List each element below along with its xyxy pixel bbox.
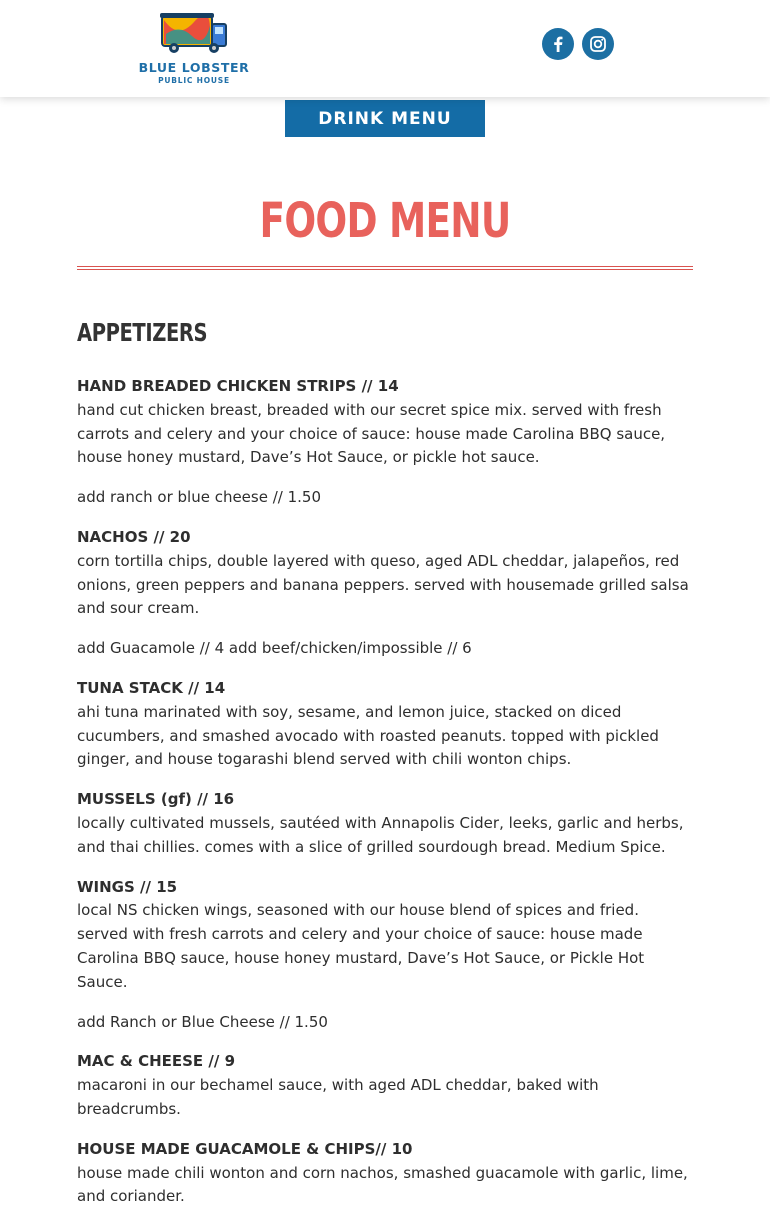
menu-item-desc: local NS chicken wings, seasoned with our house blend of spices and fried. bbox=[77, 901, 639, 920]
menu-item-desc: locally cultivated mussels, sautéed with Annapolis Cider, leeks, garlic and herbs, bbox=[77, 813, 684, 832]
food-menu-title: FOOD MENU bbox=[259, 193, 511, 249]
menu-item-desc: Sauce. bbox=[77, 972, 128, 991]
menu-item-title: NACHOS // 20 bbox=[77, 527, 191, 546]
menu-item-addon: add Guacamole // 4 add beef/chicken/impossible // 6 bbox=[77, 639, 472, 658]
menu-item-addon: add Ranch or Blue Cheese // 1.50 bbox=[77, 1012, 328, 1031]
title-divider-top bbox=[77, 266, 693, 267]
brand-logo[interactable] bbox=[128, 10, 260, 88]
instagram-link[interactable] bbox=[582, 28, 614, 60]
menu-item-desc: corn tortilla chips, double layered with queso, aged ADL cheddar, jalapeños, red bbox=[77, 551, 680, 570]
brand-subtitle: PUBLIC HOUSE bbox=[158, 76, 230, 85]
food-truck-icon bbox=[158, 10, 230, 56]
menu-item-title: HAND BREADED CHICKEN STRIPS // 14 bbox=[77, 377, 399, 395]
site-header bbox=[0, 0, 770, 97]
menu-item bbox=[77, 375, 695, 470]
menu-item-desc: served with fresh carrots and celery and your choice of sauce: house made bbox=[77, 925, 643, 944]
menu-item bbox=[77, 788, 695, 859]
menu-item-addon: add ranch or blue cheese // 1.50 bbox=[77, 488, 321, 507]
menu-item-desc: house honey mustard, Dave’s Hot Sauce, or pickle hot sauce. bbox=[77, 448, 540, 467]
menu-item bbox=[77, 1138, 695, 1209]
menu-item-title: TUNA STACK // 14 bbox=[77, 678, 226, 697]
brand-name: BLUE LOBSTER bbox=[138, 60, 250, 75]
drink-menu-button[interactable]: DRINK MENU bbox=[285, 100, 485, 137]
menu-item-desc: and coriander. bbox=[77, 1187, 185, 1206]
menu-item-desc: Carolina BBQ sauce, house honey mustard, Dave’s Hot Sauce, or Pickle Hot bbox=[77, 948, 645, 967]
instagram-icon bbox=[590, 36, 606, 52]
title-divider-bottom bbox=[77, 269, 693, 270]
menu-item-desc: ginger, and house togarashi blend served with chili wonton chips. bbox=[77, 750, 572, 769]
facebook-link[interactable] bbox=[542, 28, 574, 60]
menu-item-title: HOUSE MADE GUACAMOLE & CHIPS// 10 bbox=[77, 1139, 413, 1158]
facebook-icon bbox=[551, 36, 565, 52]
menu-item-title: MAC & CHEESE // 9 bbox=[77, 1052, 236, 1071]
menu-item-title: WINGS // 15 bbox=[77, 877, 178, 896]
menu-item-desc: ahi tuna marinated with soy, sesame, and lemon juice, stacked on diced bbox=[77, 702, 622, 721]
menu-item bbox=[77, 876, 695, 995]
menu-item-desc: cucumbers, and smashed avocado with roasted peanuts. topped with pickled bbox=[77, 726, 659, 745]
menu-item-desc: breadcrumbs. bbox=[77, 1099, 181, 1118]
menu-item bbox=[77, 1050, 695, 1121]
menu-item-desc: hand cut chicken breast, breaded with our secret spice mix. served with fresh bbox=[77, 400, 662, 419]
menu-item-desc: carrots and celery and your choice of sauce: house made Carolina BBQ sauce, bbox=[77, 424, 666, 443]
menu-item bbox=[77, 677, 695, 772]
menu-item-desc: onions, green peppers and banana peppers. served with housemade grilled salsa bbox=[77, 575, 689, 594]
menu-item-desc: macaroni in our bechamel sauce, with aged ADL cheddar, baked with bbox=[77, 1076, 599, 1095]
menu-item-desc: house made chili wonton and corn nachos, smashed guacamole with garlic, lime, bbox=[77, 1163, 688, 1182]
menu-list bbox=[77, 375, 695, 1225]
menu-item-title: MUSSELS (gf) // 16 bbox=[77, 790, 235, 809]
menu-item-desc: and sour cream. bbox=[77, 599, 200, 618]
menu-item-desc: and thai chillies. comes with a slice of grilled sourdough bread. Medium Spice. bbox=[77, 837, 666, 856]
section-title-appetizers: APPETIZERS bbox=[77, 318, 208, 347]
menu-item bbox=[77, 526, 695, 621]
